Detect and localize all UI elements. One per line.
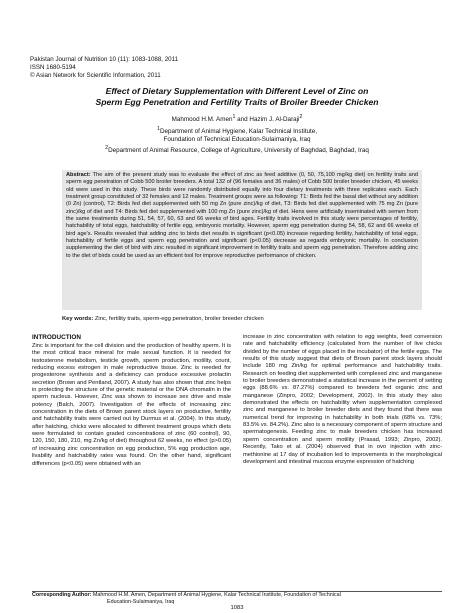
affiliation-2-text: Department of Animal Resource, College of Agriculture, University of Baghdad, Baghdad, Iraq <box>108 147 369 155</box>
journal-issn: ISSN 1680-5194 <box>30 64 76 72</box>
journal-citation: Pakistan Journal of Nutrition 10 (11): 1083-1088, 2011 <box>30 56 179 63</box>
footnote-text-cont: Education-Sulaimaniya, Iraq <box>107 599 175 605</box>
paper-title <box>20 86 454 108</box>
affiliation-1-text: Department of Animal Hygiene, Kalar Technical Institute, <box>159 127 317 135</box>
journal-info <box>30 56 178 81</box>
journal-copyright: © Asian Network for Scientific Information, 2011 <box>30 72 161 80</box>
keywords-label: Key words: <box>62 316 94 322</box>
author-names <box>20 113 454 125</box>
page-number: 1083 <box>230 605 244 611</box>
title-line-1: Effect of Dietary Supplementation with Different Level of Zinc on <box>105 86 369 96</box>
footnote-label: Corresponding Author: <box>32 592 92 598</box>
footnote-text: Mahmood H.M. Amen, Department of Animal Hygiene, Kalar Technical Institute, Foundation of Technical <box>91 592 341 598</box>
keywords <box>62 316 422 323</box>
title-line-2: Sperm Egg Penetration and Fertility Traits of Broiler Breeder Chicken <box>95 97 379 107</box>
author-block <box>20 113 454 156</box>
body-column-right <box>243 334 442 586</box>
keywords-text: Zinc, fertility traits, sperm-egg penetration, broiler breeder chicken <box>93 316 264 322</box>
introduction-text-left: Zinc is important for the cell division and the production of healthy sperm. It is the most critical trace mineral for male sexual function. It is needed for testosterone metabolism, testicle growth, sperm production, motility, count, reducing excess estrogen in male reproductive tissue. Zinc is needed for progesterone synthesis and a deficiency can produce excessive prolactin secretion (Brown and Pentland, 2007). A study has also shown that zinc helps in protecting the structure of the genetic material or the DNA chromatin in the sperm nucleus. However, Zinc was shown to increase sex drive and male potency (Balch, 2007). Investigation of the effects of increasing zinc concentration in the diets of Brown parent stock layers on productive, fertility and hatchability traits were carried out by Durmus et al. (2004). In this study, after hatching, chicks were allocated to different treatment groups which diets were formulated to contain graded concentrations of zinc (60 control), 90, 120, 150, 180, 210, mg Zn/kg of diet) throughout 62 weeks, no effect (p>0.05) of increasing zinc concentration on egg production, 5% egg production age, livability and hatchability rates was found. On the other hand, significant differences (p<0.05) were obtained with an <box>32 343 231 467</box>
abstract-label: Abstract: <box>66 172 91 178</box>
abstract-text: The aim of the present study was to evaluate the effect of zinc as feed additive (0, 50, 75,100 mg/kg diet) on fertility traits and sperm egg penetration of Cobb 500 broiler breeders. A total 132 of (96 females and 36 males) of Cobb 500 broiler breeder chicken, 45 weeks old were used in this study. These birds were randomly distributed equally into four dietary treatments with three replicates each. Each treatment group constituted of 32 females and 12 males. Treatment groups were as following: T1: Birds fed the basal diet without any addition (0 Zn) (control), T2: Birds fed diet supplemented with 50 mg Zn (pure zinc)/kg of diet, T3: Birds fed diet supplemented with 75 mg Zn (pure zinc)/kg of diet and T4: Birds fed diet supplemented with 100 mg Zn (pure zinc)/kg of diet. Hens were artificially inseminated with semen from the same treatments during 51, 54, 57, 60, 63 and 66 weeks of bird ages. Fertility traits involved in this study were percentages of fertility, hatchability of total eggs, hatchability of fertile egg, embryonic mortality. However, sperm egg penetration during 54, 58, 62 and 66 weeks of bird age's. Results revealed that adding zinc to birds diet results in significant (p<0.05) increase regarding fertility, hatchability of total eggs, hatchability of fertile eggs and sperm egg penetration and significant (p<0.05) decrease as regards embryonic mortality. In conclusion supplementing the diet of bird with zinc resulted in significant improvement in fertility traits and sperm egg penetration. Therefore adding zinc to the diet of birds could be used as an efficient tool for improve reproductive performance of chicken. <box>66 172 418 259</box>
affiliation-1-cont: Foundation of Technical Education-Sulaimaniya, Iraq <box>163 136 311 143</box>
affiliation-2 <box>20 144 454 156</box>
author-2-affiliation-mark: 2 <box>299 114 303 120</box>
body-column-left <box>32 334 231 586</box>
introduction-text-right: increase in zinc concentration with relation to egg weights, feed conversion rate and hatchability efficiency (calculated from the number of live chicks divided by the number of eggs placed in the incubator) of the fertile eggs. The results of this study suggest that diets of Brown parent stock layers should include 180 mg Zin/kg for optimal performance and hatchability traits. Research on feeding diet supplemented with complexed zinc and manganese to broiler breeders demonstrated a statistical increase in the percent of setting eggs (88.6% vs. 87.27%) compared to breeders fed organic zinc and manganese (Zinpro, 2002; Development, 2002). In this study they also demonstrated the effects on hatchability when supplementation complexed zinc and manganese to broiler breeder diets and they found that there was numerical trend for improving in hatchability in both trials (68% vs. 73%; 83.5% vs. 84.2%). Zinc also is a necessary component of sperm structure and spermatogenesis. Feeding zinc to male breeders chicken has increased sperm concentration and sperm motility (Prasad, 1993; Zinpro, 2002). Recently, Tako et al. (2004) observed that in ovo injection with zinc-methionine at 17 day of incubation led to improvements in the morphological development and intestinal mucosa enzyme expression of hatching <box>243 334 442 465</box>
section-heading-introduction: INTRODUCTION <box>32 334 81 341</box>
author-2: and Hazim J. Al-Daraji <box>235 116 300 124</box>
author-1: Mahmood H.M. Amen <box>171 116 233 124</box>
corresponding-author-footnote <box>32 592 442 606</box>
affiliation-1 <box>20 125 454 137</box>
affiliation-2-mark: 2 <box>105 145 109 152</box>
affiliation-1-mark: 1 <box>157 125 160 132</box>
abstract <box>62 170 422 310</box>
author-1-affiliation-mark: 1 <box>232 114 236 120</box>
